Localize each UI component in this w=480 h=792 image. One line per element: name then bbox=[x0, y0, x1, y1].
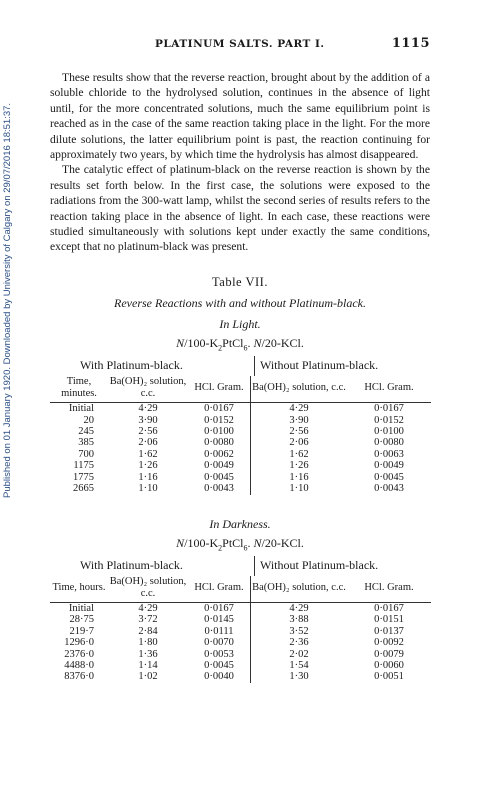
light-header-hcl-without: HCl. Gram. bbox=[347, 376, 431, 403]
table-row bbox=[50, 649, 431, 660]
table-cell: 0·0040 bbox=[204, 671, 234, 683]
table-cell: 0·0167 bbox=[374, 403, 404, 415]
table-cell: 0·0045 bbox=[374, 471, 404, 483]
table-row bbox=[50, 460, 431, 471]
download-watermark: Published on 01 January 1920. Downloaded by University of Calgary on 29/07/2016 18:51:37. bbox=[2, 102, 13, 498]
light-header-time: Time, minutes. bbox=[50, 376, 108, 403]
table-cell: 0·0043 bbox=[204, 483, 234, 495]
table-cell: 0·0111 bbox=[204, 625, 234, 637]
table-cell: 1·62 bbox=[251, 449, 348, 460]
table-cell: 1·14 bbox=[138, 659, 158, 671]
table-row bbox=[50, 472, 431, 483]
table-cell: 700 bbox=[78, 448, 94, 460]
table-cell: 0·0167 bbox=[204, 403, 234, 415]
table-cell: 1·10 bbox=[251, 483, 348, 494]
reagent-formula-dark: $N/100-K_2PtCl_6$. N/20-KCl. bbox=[176, 535, 304, 552]
light-header-baoh-without: Ba(OH)₂ solution, c.c. bbox=[251, 376, 348, 403]
table-cell: 0·0080 bbox=[374, 437, 404, 449]
table-cell: 0·0079 bbox=[374, 648, 404, 660]
page-number: 1115 bbox=[391, 36, 430, 51]
dark-header-hcl-without: HCl. Gram. bbox=[347, 576, 431, 603]
table-row bbox=[50, 415, 431, 426]
table-cell: 4·29 bbox=[251, 602, 348, 614]
table-cell: 219·7 bbox=[69, 625, 94, 637]
table-cell: 2665 bbox=[73, 483, 94, 495]
group-divider bbox=[254, 356, 255, 376]
dark-group-right: Without Platinum-black. bbox=[260, 557, 379, 572]
table-row bbox=[50, 626, 431, 637]
table-cell: 385 bbox=[78, 437, 94, 449]
light-header-baoh-with: Ba(OH)₂ solution, c.c. bbox=[108, 376, 188, 403]
table-cell: 1·36 bbox=[138, 648, 158, 660]
table-cell: 1·80 bbox=[138, 637, 158, 649]
table-cell: 2·36 bbox=[251, 637, 348, 648]
table-cell: 0·0080 bbox=[204, 437, 234, 449]
table-cell: 0·0049 bbox=[204, 460, 234, 472]
table-cell: 2·56 bbox=[138, 426, 158, 438]
table-row bbox=[50, 637, 431, 648]
table-cell: 28·75 bbox=[69, 614, 94, 626]
light-group-headings bbox=[50, 356, 430, 376]
light-table-body bbox=[50, 403, 431, 495]
group-divider bbox=[254, 556, 255, 576]
table-cell: Initial bbox=[68, 602, 94, 614]
table-cell: 3·72 bbox=[138, 614, 158, 626]
table-cell: 0·0152 bbox=[204, 414, 234, 426]
running-head bbox=[50, 36, 430, 54]
table-cell: 3·52 bbox=[251, 626, 348, 637]
table-cell: 1·26 bbox=[138, 460, 158, 472]
table-cell: 0·0100 bbox=[374, 426, 404, 438]
light-section-label: In Light. bbox=[219, 316, 261, 331]
table-cell: 0·0152 bbox=[374, 414, 404, 426]
table-cell: 8376·0 bbox=[64, 671, 94, 683]
table-cell: 1175 bbox=[73, 460, 94, 472]
table-cell: 0·0151 bbox=[374, 614, 404, 626]
dark-group-left: With Platinum-black. bbox=[80, 557, 183, 572]
dark-header-baoh-without: Ba(OH)₂ solution, c.c. bbox=[251, 576, 348, 603]
table-cell: 0·0053 bbox=[204, 648, 234, 660]
table-cell: 2·06 bbox=[138, 437, 158, 449]
table-caption: Reverse Reactions with and without Platinum-black. bbox=[114, 295, 366, 310]
light-group-left: With Platinum-black. bbox=[80, 358, 183, 373]
table-cell: 4·29 bbox=[138, 602, 158, 614]
table-row bbox=[50, 483, 431, 494]
table-cell: 4488·0 bbox=[64, 659, 94, 671]
light-table bbox=[50, 376, 431, 494]
table-cell: 1·16 bbox=[138, 471, 158, 483]
table-cell: 0·0043 bbox=[374, 483, 404, 495]
page bbox=[50, 36, 430, 683]
table-cell: 20 bbox=[83, 414, 94, 426]
dark-header-hcl-with: HCl. Gram. bbox=[188, 576, 251, 603]
table-cell: 4·29 bbox=[251, 403, 348, 415]
table-cell: 4·29 bbox=[138, 403, 158, 415]
table-cell: 0·0070 bbox=[204, 637, 234, 649]
table-cell: 0·0092 bbox=[374, 637, 404, 649]
table-cell: 1·10 bbox=[138, 483, 158, 495]
table-cell: 0·0045 bbox=[204, 659, 234, 671]
table-cell: 0·0137 bbox=[374, 625, 404, 637]
dark-table bbox=[50, 576, 431, 683]
table-cell: 1775 bbox=[73, 471, 94, 483]
dark-header-time: Time, hours. bbox=[50, 576, 108, 603]
table-row bbox=[50, 671, 431, 682]
table-cell: 0·0045 bbox=[204, 471, 234, 483]
table-cell: 3·90 bbox=[138, 414, 158, 426]
table-cell: 3·90 bbox=[251, 415, 348, 426]
paragraph-1: These results show that the reverse reaction, brought about by the addition of a soluble chloride to the hydrolysed solution, continues in the absence of light until, for the more concentrated solutions, much the same equilibrium point is reached as in the case of the same reaction taking place in the light. For the more dilute solutions, the latter equilibrium point is past, the reaction continuing for approximately two years, by which time the hydrolysis has almost disappeared. bbox=[50, 71, 430, 162]
table-row bbox=[50, 403, 431, 415]
table-row bbox=[50, 614, 431, 625]
light-group-right: Without Platinum-black. bbox=[260, 358, 379, 373]
light-header-hcl-with: HCl. Gram. bbox=[188, 376, 251, 403]
reagent-formula: $N/100-K_2PtCl_6$. N/20-KCl. bbox=[176, 335, 304, 353]
table-cell: 0·0167 bbox=[204, 602, 234, 614]
dark-table-body bbox=[50, 602, 431, 682]
table-cell: 1·02 bbox=[138, 671, 158, 683]
table-row bbox=[50, 660, 431, 671]
table-cell: 0·0051 bbox=[374, 671, 404, 683]
table-title: Table VII. bbox=[212, 274, 268, 289]
dark-group-headings bbox=[50, 556, 430, 576]
dark-section-label: In Darkness. bbox=[209, 516, 271, 531]
table-row bbox=[50, 602, 431, 614]
table-cell: 245 bbox=[78, 426, 94, 438]
table-cell: 0·0060 bbox=[374, 659, 404, 671]
paragraph-2: The catalytic effect of platinum-black on the reverse reaction is shown by the results set forth below. In the first case, the solutions were exposed to the radiations from the 300-watt lamp, whilst the second series of results refers to the reaction taking place in the absence of light. In each case, these reactions were studied simultaneously with solutions kept under exactly the same conditions, except that no platinum-black was present. bbox=[50, 163, 430, 254]
table-cell: 0·0062 bbox=[204, 448, 234, 460]
table-cell: 2376·0 bbox=[64, 648, 94, 660]
table-cell: 1·16 bbox=[251, 472, 348, 483]
table-cell: 2·84 bbox=[138, 625, 158, 637]
table-row bbox=[50, 449, 431, 460]
table-row bbox=[50, 426, 431, 437]
table-cell: 0·0167 bbox=[374, 602, 404, 614]
table-row bbox=[50, 437, 431, 448]
table-cell: 0·0145 bbox=[204, 614, 234, 626]
running-title: PLATINUM SALTS. PART I. bbox=[155, 38, 325, 50]
table-cell: 0·0100 bbox=[204, 426, 234, 438]
table-cell: 1296·0 bbox=[64, 637, 94, 649]
table-cell: 2·56 bbox=[251, 426, 348, 437]
table-cell: 3·88 bbox=[251, 614, 348, 625]
table-cell: 1·54 bbox=[251, 660, 348, 671]
table-cell: 0·0063 bbox=[374, 448, 404, 460]
table-cell: 2·02 bbox=[251, 649, 348, 660]
table-cell: 1·62 bbox=[138, 448, 158, 460]
table-cell: 1·30 bbox=[251, 671, 348, 682]
table-cell: 2·06 bbox=[251, 437, 348, 448]
table-cell: 0·0049 bbox=[374, 460, 404, 472]
table-cell: Initial bbox=[68, 403, 94, 415]
table-cell: 1·26 bbox=[251, 460, 348, 471]
dark-header-baoh-with: Ba(OH)₂ solution, c.c. bbox=[108, 576, 188, 603]
